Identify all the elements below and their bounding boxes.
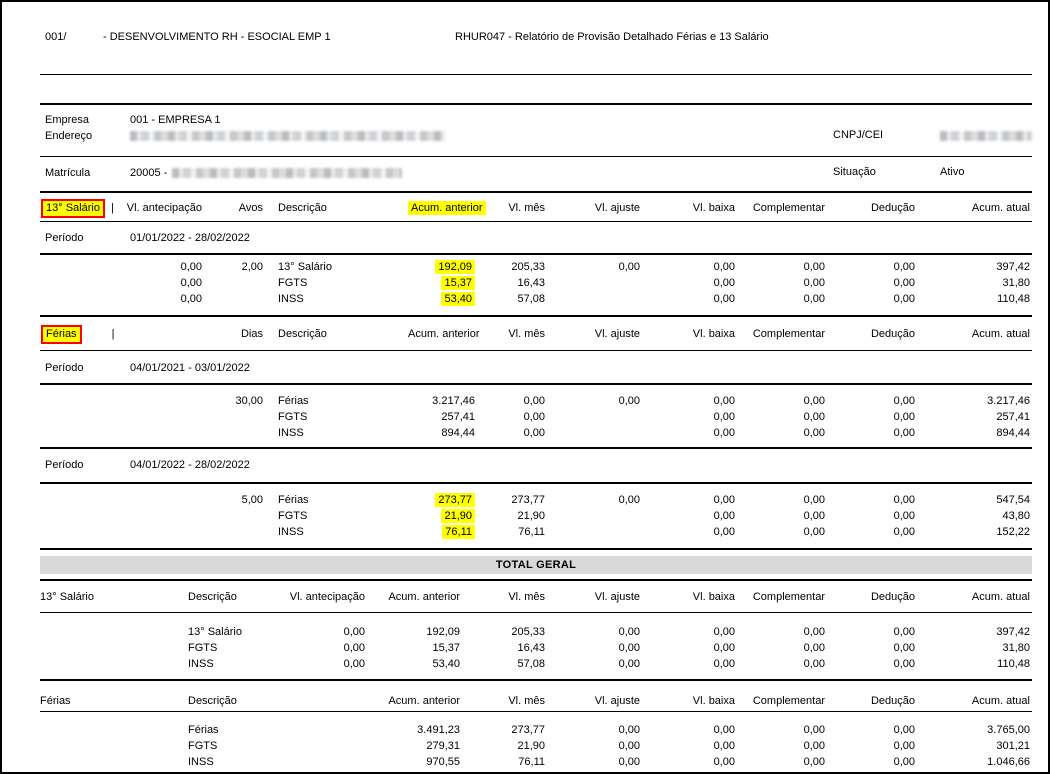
table-cell: 110,48: [997, 658, 1030, 670]
table-cell: 0,00: [343, 642, 365, 654]
endereco-label: Endereço: [45, 129, 93, 142]
empresa-label: Empresa: [45, 114, 90, 126]
cnpj-redacted-value: [940, 131, 1032, 141]
endereco-redacted-value: [130, 131, 445, 141]
col-complementar: Complementar: [752, 327, 825, 340]
col-vl-baixa: Vl. baixa: [692, 590, 735, 603]
table-cell: 397,42: [996, 261, 1030, 273]
table-cell: 0,00: [618, 494, 640, 506]
divider: [40, 679, 1032, 681]
ferias-section-marker: [41, 325, 82, 344]
table-cell: 3.217,46: [987, 395, 1030, 407]
table-cell: 57,08: [517, 293, 545, 305]
ferias-table-header: [40, 323, 1032, 345]
divider: [40, 548, 1032, 550]
divider: [40, 447, 1032, 449]
table-row: [40, 722, 1032, 738]
table-cell: 43,80: [1002, 510, 1030, 522]
table-cell: 0,00: [713, 293, 735, 305]
table-cell: 0,00: [713, 756, 735, 768]
table-row: [40, 425, 1032, 441]
col-acum-atual: Acum. atual: [971, 590, 1030, 603]
periodo-label: Período: [45, 231, 84, 244]
col-acum-anterior-highlighted: Acum. anterior: [408, 201, 486, 215]
col-acum-anterior: Acum. anterior: [408, 327, 480, 340]
col-vl-ajuste: Vl. ajuste: [594, 327, 640, 340]
divider: [40, 103, 1032, 105]
divider: [40, 315, 1032, 317]
col-descricao: Descrição: [278, 201, 327, 214]
table-cell: [408, 525, 475, 539]
table-cell: [408, 509, 475, 523]
col-complementar: Complementar: [752, 201, 825, 214]
table-cell: 3.491,23: [417, 724, 460, 736]
table-cell: 0,00: [803, 277, 825, 289]
table-cell: 205,33: [511, 626, 545, 638]
table-cell: 0,00: [803, 642, 825, 654]
table-cell: 970,55: [426, 756, 460, 768]
divider: [40, 482, 1032, 484]
table-cell: 0,00: [713, 526, 735, 538]
col-vl-baixa: Vl. baixa: [692, 201, 735, 214]
table-cell: [408, 493, 475, 507]
total-salario13-label: 13° Salário: [40, 590, 94, 603]
table-cell: 192,09: [426, 626, 460, 638]
divider: [40, 612, 1032, 613]
table-cell: FGTS: [278, 510, 308, 522]
col-complementar: Complementar: [752, 694, 825, 707]
table-cell: 0,00: [618, 261, 640, 273]
table-cell: 0,00: [803, 427, 825, 439]
highlighted-value: 15,37: [441, 276, 475, 290]
table-cell: 21,90: [517, 740, 545, 752]
table-cell: 0,00: [893, 510, 915, 522]
table-cell: 0,00: [523, 427, 545, 439]
table-cell: [408, 292, 475, 306]
table-cell: 257,41: [441, 411, 475, 423]
table-cell: 0,00: [803, 724, 825, 736]
table-row: [40, 393, 1032, 409]
table-row: [40, 508, 1032, 524]
col-vl-mes: Vl. mês: [508, 201, 545, 214]
table-cell: 16,43: [517, 277, 545, 289]
table-cell: [408, 276, 475, 290]
report-header: [40, 30, 1032, 45]
table-row: [40, 409, 1032, 425]
table-cell: 894,44: [441, 427, 475, 439]
divider: [40, 579, 1032, 581]
total-salario13-body: [40, 624, 1032, 672]
situacao-value: Ativo: [940, 166, 965, 178]
col-vl-ajuste: Vl. ajuste: [594, 694, 640, 707]
table-cell: INSS: [278, 526, 304, 538]
table-cell: 0,00: [713, 494, 735, 506]
table-cell: 0,00: [893, 626, 915, 638]
table-cell: 0,00: [893, 261, 915, 273]
table-cell: 30,00: [235, 395, 263, 407]
table-cell: FGTS: [278, 277, 308, 289]
divider: [40, 253, 1032, 255]
table-cell: FGTS: [188, 642, 218, 654]
table-cell: 0,00: [803, 740, 825, 752]
table-cell: 0,00: [803, 510, 825, 522]
table-cell: 15,37: [432, 642, 460, 654]
situacao-label: Situação: [833, 166, 876, 178]
col-descricao: Descrição: [278, 327, 327, 340]
pipe-separator: |: [110, 201, 114, 214]
col-deducao: Dedução: [870, 201, 915, 214]
periodo-row: [40, 458, 1032, 472]
table-row: [40, 738, 1032, 754]
table-cell: 1.046,66: [987, 756, 1030, 768]
matricula-value: 20005 -: [130, 166, 168, 179]
table-cell: 0,00: [893, 526, 915, 538]
table-cell: 13° Salário: [278, 261, 332, 273]
table-cell: 547,54: [996, 494, 1030, 506]
table-cell: 110,48: [997, 293, 1030, 305]
endereco-row: [40, 128, 1032, 144]
total-salario13-header: [40, 589, 1032, 604]
table-cell: INSS: [278, 293, 304, 305]
table-cell: 0,00: [180, 293, 202, 305]
total-ferias-label: Férias: [40, 694, 71, 707]
highlighted-value: 76,11: [442, 525, 475, 539]
table-cell: 0,00: [713, 395, 735, 407]
table-cell: 57,08: [517, 658, 545, 670]
table-cell: 0,00: [618, 724, 640, 736]
table-cell: 0,00: [893, 395, 915, 407]
table-cell: 0,00: [803, 411, 825, 423]
table-cell: 0,00: [523, 411, 545, 423]
col-vl-ajuste: Vl. ajuste: [594, 590, 640, 603]
table-cell: 0,00: [180, 261, 202, 273]
table-cell: 0,00: [893, 277, 915, 289]
table-cell: 0,00: [803, 756, 825, 768]
divider: [40, 74, 1032, 75]
table-cell: 152,22: [996, 526, 1030, 538]
table-cell: 16,43: [517, 642, 545, 654]
ferias-periodo1-table-body: [40, 393, 1032, 441]
table-cell: [408, 260, 475, 274]
highlighted-value: 21,90: [441, 509, 475, 523]
col-vl-baixa: Vl. baixa: [692, 694, 735, 707]
table-cell: 0,00: [713, 261, 735, 273]
table-cell: 0,00: [803, 658, 825, 670]
table-cell: 13° Salário: [188, 626, 242, 638]
table-cell: 0,00: [893, 724, 915, 736]
total-ferias-body: [40, 722, 1032, 770]
cnpj-label: CNPJ/CEI: [833, 129, 884, 141]
table-cell: INSS: [188, 658, 214, 670]
table-cell: 257,41: [996, 411, 1030, 423]
table-cell: 894,44: [996, 427, 1030, 439]
table-cell: 76,11: [518, 526, 545, 538]
table-row: [40, 754, 1032, 770]
table-cell: 0,00: [893, 756, 915, 768]
table-cell: Férias: [188, 724, 219, 736]
table-cell: 0,00: [180, 277, 202, 289]
periodo-value: 01/01/2022 - 28/02/2022: [130, 231, 250, 244]
table-cell: 0,00: [803, 494, 825, 506]
table-cell: Férias: [278, 494, 309, 506]
divider: [40, 350, 1032, 351]
salario13-table-body: [40, 259, 1032, 307]
total-geral-title: TOTAL GERAL: [495, 559, 577, 571]
col-avos: Avos: [238, 201, 263, 214]
table-cell: 0,00: [618, 395, 640, 407]
table-cell: 31,80: [1002, 642, 1030, 654]
table-row: [40, 640, 1032, 656]
periodo-row: [40, 231, 1032, 245]
table-cell: 0,00: [343, 626, 365, 638]
table-cell: 76,11: [518, 756, 545, 768]
divider: [40, 221, 1032, 222]
table-cell: 0,00: [618, 740, 640, 752]
table-cell: 0,00: [713, 724, 735, 736]
salario13-section-marker: [41, 199, 105, 218]
table-cell: 0,00: [893, 642, 915, 654]
table-cell: 0,00: [618, 626, 640, 638]
divider: [40, 383, 1032, 385]
table-cell: 3.217,46: [432, 395, 475, 407]
periodo-value: 04/01/2021 - 03/01/2022: [130, 361, 250, 374]
salario13-table-header: [40, 197, 1032, 219]
table-cell: 5,00: [241, 494, 263, 506]
table-cell: 279,31: [426, 740, 460, 752]
empresa-value: 001 - EMPRESA 1: [130, 114, 221, 126]
table-cell: 0,00: [618, 756, 640, 768]
ferias-section-title: Férias: [46, 327, 77, 340]
salario13-section-title: 13° Salário: [46, 201, 100, 214]
col-acum-anterior: Acum. anterior: [388, 590, 460, 603]
table-cell: 301,21: [996, 740, 1030, 752]
ferias-periodo2-table-body: [40, 492, 1032, 540]
table-cell: 0,00: [803, 526, 825, 538]
table-row: [40, 524, 1032, 540]
report-code: 001/: [45, 31, 67, 43]
table-cell: 0,00: [893, 494, 915, 506]
col-vl-mes: Vl. mês: [508, 590, 545, 603]
divider: [40, 191, 1032, 193]
col-dias: Dias: [240, 327, 263, 340]
table-row: [40, 275, 1032, 291]
company-system-name: - DESENVOLVIMENTO RH - ESOCIAL EMP 1: [103, 31, 331, 43]
divider: [40, 156, 1032, 157]
table-cell: 53,40: [432, 658, 460, 670]
col-deducao: Dedução: [870, 590, 915, 603]
table-cell: 0,00: [713, 277, 735, 289]
table-cell: 0,00: [713, 658, 735, 670]
table-cell: 0,00: [618, 658, 640, 670]
table-cell: 0,00: [713, 642, 735, 654]
col-acum-atual: Acum. atual: [971, 694, 1030, 707]
table-cell: 3.765,00: [987, 724, 1030, 736]
table-cell: 0,00: [618, 642, 640, 654]
matricula-label: Matrícula: [45, 166, 91, 179]
table-cell: 0,00: [713, 740, 735, 752]
col-antecipacao: Vl. antecipação: [126, 201, 202, 214]
col-acum-atual: Acum. atual: [971, 201, 1030, 214]
table-cell: 0,00: [893, 293, 915, 305]
table-cell: 205,33: [511, 261, 545, 273]
table-cell: 0,00: [713, 510, 735, 522]
divider: [40, 711, 1032, 712]
highlighted-value: 53,40: [441, 292, 475, 306]
empresa-row: [40, 113, 1032, 128]
table-cell: 0,00: [893, 411, 915, 423]
col-deducao: Dedução: [870, 694, 915, 707]
table-cell: 273,77: [511, 494, 545, 506]
table-cell: 0,00: [803, 261, 825, 273]
table-row: [40, 492, 1032, 508]
table-cell: 21,90: [517, 510, 545, 522]
col-deducao: Dedução: [870, 327, 915, 340]
table-cell: 0,00: [713, 411, 735, 423]
col-antecipacao: Vl. antecipação: [289, 590, 365, 603]
col-complementar: Complementar: [752, 590, 825, 603]
col-vl-mes: Vl. mês: [508, 694, 545, 707]
table-cell: 2,00: [241, 261, 263, 273]
table-row: [40, 291, 1032, 307]
pipe-separator: |: [111, 327, 115, 340]
periodo-label: Período: [45, 458, 84, 471]
col-acum-anterior: Acum. anterior: [388, 694, 460, 707]
table-cell: Férias: [278, 395, 309, 407]
table-cell: 0,00: [803, 293, 825, 305]
table-cell: FGTS: [188, 740, 218, 752]
col-descricao: Descrição: [188, 590, 237, 603]
table-cell: INSS: [188, 756, 214, 768]
total-ferias-header: [40, 693, 1032, 708]
table-cell: 31,80: [1002, 277, 1030, 289]
table-cell: 0,00: [893, 740, 915, 752]
table-cell: 0,00: [893, 658, 915, 670]
table-row: [40, 656, 1032, 672]
col-vl-ajuste: Vl. ajuste: [594, 201, 640, 214]
total-geral-band: [40, 556, 1032, 574]
col-vl-mes: Vl. mês: [508, 327, 545, 340]
table-cell: 0,00: [523, 395, 545, 407]
col-acum-atual: Acum. atual: [971, 327, 1030, 340]
report-title: RHUR047 - Relatório de Provisão Detalhado Férias e 13 Salário: [455, 31, 769, 43]
periodo-label: Período: [45, 361, 84, 374]
table-cell: 0,00: [803, 626, 825, 638]
table-cell: 0,00: [713, 626, 735, 638]
table-row: [40, 624, 1032, 640]
table-cell: 0,00: [893, 427, 915, 439]
table-cell: 273,77: [511, 724, 545, 736]
table-cell: 0,00: [713, 427, 735, 439]
table-cell: 0,00: [343, 658, 365, 670]
table-cell: FGTS: [278, 411, 308, 423]
matricula-redacted-value: [172, 168, 402, 178]
table-cell: 0,00: [803, 395, 825, 407]
highlighted-value: 273,77: [435, 493, 475, 507]
table-cell: 397,42: [996, 626, 1030, 638]
col-descricao: Descrição: [188, 694, 237, 707]
periodo-value: 04/01/2022 - 28/02/2022: [130, 458, 250, 471]
col-vl-baixa: Vl. baixa: [692, 327, 735, 340]
matricula-row: [40, 165, 1032, 181]
table-cell: INSS: [278, 427, 304, 439]
periodo-row: [40, 361, 1032, 375]
table-row: [40, 259, 1032, 275]
highlighted-value: 192,09: [435, 260, 475, 274]
